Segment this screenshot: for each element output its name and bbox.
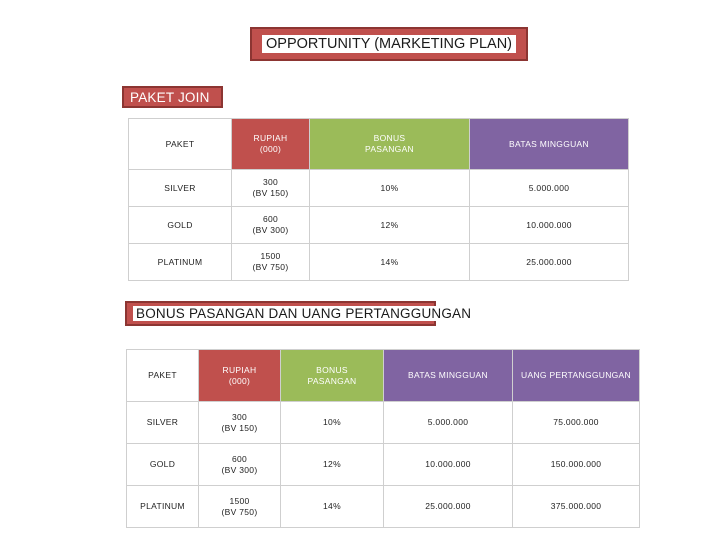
header-paket: PAKET — [127, 350, 199, 402]
header-bonus-line2: PASANGAN — [364, 144, 414, 154]
header-bonus-line1: BONUS — [373, 133, 406, 143]
cell-bonus: 12% — [310, 207, 470, 244]
header-rupiah-line2: (000) — [228, 375, 251, 386]
table-row — [129, 207, 629, 244]
header-batas-mingguan: BATAS MINGGUAN — [470, 119, 629, 170]
table-row — [129, 244, 629, 281]
header-bonus-line1: BONUS — [316, 364, 348, 375]
cell-bv-value: (BV 750) — [252, 262, 289, 272]
cell-rupiah — [199, 486, 281, 528]
header-rupiah-line1: RUPIAH — [253, 133, 288, 143]
header-bonus-pasangan — [310, 119, 470, 170]
cell-paket: PLATINUM — [127, 486, 199, 528]
cell-bonus: 10% — [281, 402, 384, 444]
cell-rupiah-value: 1500 — [260, 251, 281, 261]
paket-join-heading-label: PAKET JOIN — [130, 89, 210, 105]
cell-rupiah-value: 600 — [231, 453, 248, 464]
cell-batas: 10.000.000 — [470, 207, 629, 244]
cell-bonus: 14% — [281, 486, 384, 528]
cell-rupiah-value: 300 — [262, 177, 279, 187]
header-rupiah — [199, 350, 281, 402]
table-header-row — [129, 119, 629, 170]
table-row — [127, 444, 640, 486]
table-header-row — [127, 350, 640, 402]
cell-bonus: 12% — [281, 444, 384, 486]
cell-rupiah — [199, 402, 281, 444]
cell-batas: 25.000.000 — [384, 486, 513, 528]
paket-join-heading — [122, 86, 223, 108]
cell-bv-value: (BV 300) — [221, 464, 258, 475]
paket-join-table — [128, 118, 629, 281]
cell-paket: GOLD — [127, 444, 199, 486]
cell-bv-value: (BV 150) — [221, 422, 258, 433]
cell-bv-value: (BV 150) — [252, 188, 289, 198]
cell-rupiah — [199, 444, 281, 486]
cell-bonus: 14% — [310, 244, 470, 281]
header-uang-pertanggungan: UANG PERTANGGUNGAN — [513, 350, 640, 402]
bonus-pasangan-heading — [125, 301, 472, 326]
bonus-pasangan-heading-label: BONUS PASANGAN DAN UANG PERTANGGUNGAN — [133, 306, 474, 321]
cell-batas: 25.000.000 — [470, 244, 629, 281]
cell-paket: SILVER — [129, 170, 232, 207]
cell-rupiah-value: 300 — [231, 411, 248, 422]
cell-paket: GOLD — [129, 207, 232, 244]
table-row — [127, 402, 640, 444]
cell-batas: 5.000.000 — [384, 402, 513, 444]
header-rupiah-line2: (000) — [259, 144, 282, 154]
page-title-box — [250, 27, 528, 61]
header-bonus-line2: PASANGAN — [307, 375, 357, 386]
cell-rupiah — [232, 244, 310, 281]
cell-rupiah-value: 600 — [262, 214, 279, 224]
page-title: OPPORTUNITY (MARKETING PLAN) — [262, 35, 516, 53]
cell-uang: 75.000.000 — [513, 402, 640, 444]
cell-batas: 5.000.000 — [470, 170, 629, 207]
header-paket: PAKET — [129, 119, 232, 170]
cell-bonus: 10% — [310, 170, 470, 207]
bonus-pasangan-table — [126, 349, 640, 528]
cell-uang: 375.000.000 — [513, 486, 640, 528]
cell-bv-value: (BV 300) — [252, 225, 289, 235]
cell-paket: SILVER — [127, 402, 199, 444]
cell-rupiah-value: 1500 — [229, 495, 250, 506]
cell-paket: PLATINUM — [129, 244, 232, 281]
cell-rupiah — [232, 170, 310, 207]
header-bonus-pasangan — [281, 350, 384, 402]
table-row — [127, 486, 640, 528]
cell-batas: 10.000.000 — [384, 444, 513, 486]
cell-rupiah — [232, 207, 310, 244]
header-batas-mingguan: BATAS MINGGUAN — [384, 350, 513, 402]
cell-uang: 150.000.000 — [513, 444, 640, 486]
table-row — [129, 170, 629, 207]
header-rupiah — [232, 119, 310, 170]
header-rupiah-line1: RUPIAH — [222, 364, 257, 375]
cell-bv-value: (BV 750) — [221, 506, 258, 517]
